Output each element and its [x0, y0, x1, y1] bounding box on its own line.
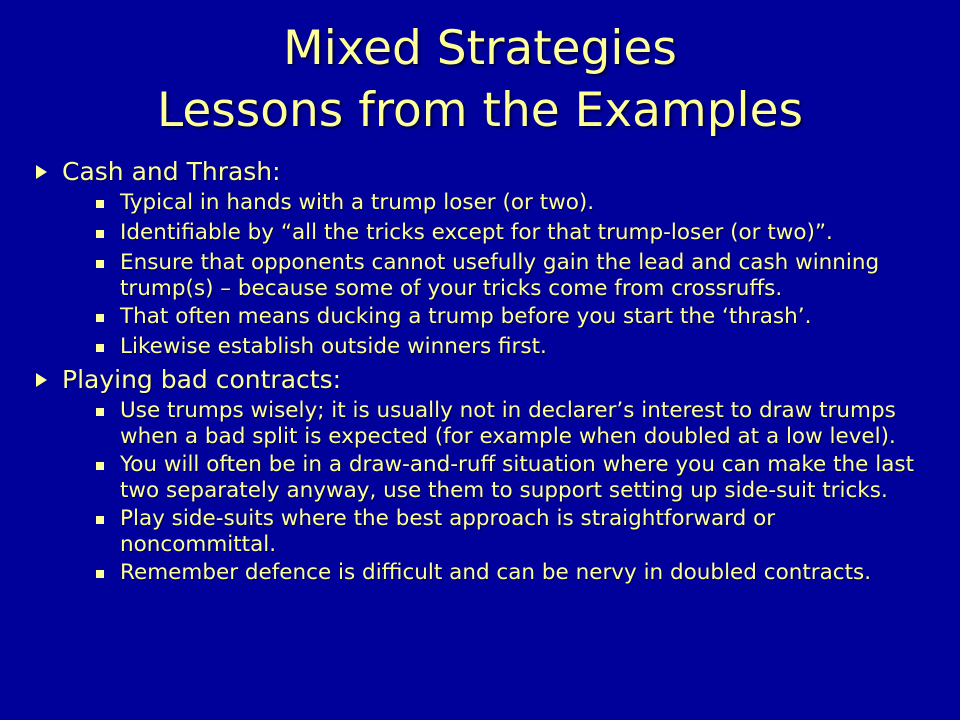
bullet-level1-label: Playing bad contracts: — [62, 365, 342, 394]
bullet-level1 — [36, 364, 934, 396]
bullet-level2 — [96, 560, 934, 588]
square-bullet-icon — [96, 220, 120, 248]
bullet-level2 — [96, 506, 934, 558]
square-bullet-icon — [96, 560, 120, 588]
bullet-level2-label: Likewise establish outside winners first. — [120, 334, 547, 359]
square-bullet-icon — [96, 506, 120, 534]
bullet-level2-label: Remember defence is difficult and can be nervy in doubled contracts. — [120, 560, 872, 585]
slide-title — [0, 0, 960, 142]
bullet-level2-label: Typical in hands with a trump loser (or two). — [120, 190, 595, 215]
square-bullet-icon — [96, 190, 120, 218]
slide-body — [0, 156, 960, 588]
title-line-1: Mixed Strategies — [283, 21, 677, 76]
triangle-right-icon — [36, 364, 62, 396]
square-bullet-icon — [96, 304, 120, 332]
square-bullet-icon — [96, 334, 120, 362]
bullet-level2-list — [36, 190, 934, 362]
bullet-level2-label: Play side-suits where the best approach is straightforward or noncommittal. — [120, 506, 776, 557]
bullet-level2 — [96, 452, 934, 504]
bullet-level2 — [96, 334, 934, 362]
bullet-level1-label: Cash and Thrash: — [62, 157, 281, 186]
bullet-level2-label: Identifiable by “all the tricks except for that trump-loser (or two)”. — [120, 220, 833, 245]
bullet-level1 — [36, 156, 934, 188]
title-line-2: Lessons from the Examples — [157, 83, 803, 138]
bullet-level2-label: Ensure that opponents cannot usefully gain the lead and cash winning trump(s) – because some of your tricks come from crossruffs. — [120, 250, 880, 301]
bullet-level2-label: That often means ducking a trump before you start the ‘thrash’. — [120, 304, 812, 329]
bullet-level2-label: Use trumps wisely; it is usually not in declarer’s interest to draw trumps when a bad split is expected (for example when doubled at a low level). — [120, 398, 896, 449]
bullet-level2 — [96, 190, 934, 218]
bullet-level2-label: You will often be in a draw-and-ruff situation where you can make the last two separately anyway, use them to support setting up side-suit tricks. — [120, 452, 915, 503]
triangle-right-icon — [36, 156, 62, 188]
bullet-level2 — [96, 304, 934, 332]
bullet-level2 — [96, 220, 934, 248]
bullet-level2-list — [36, 398, 934, 588]
bullet-level2 — [96, 398, 934, 450]
square-bullet-icon — [96, 250, 120, 278]
bullet-level2 — [96, 250, 934, 302]
square-bullet-icon — [96, 398, 120, 426]
square-bullet-icon — [96, 452, 120, 480]
